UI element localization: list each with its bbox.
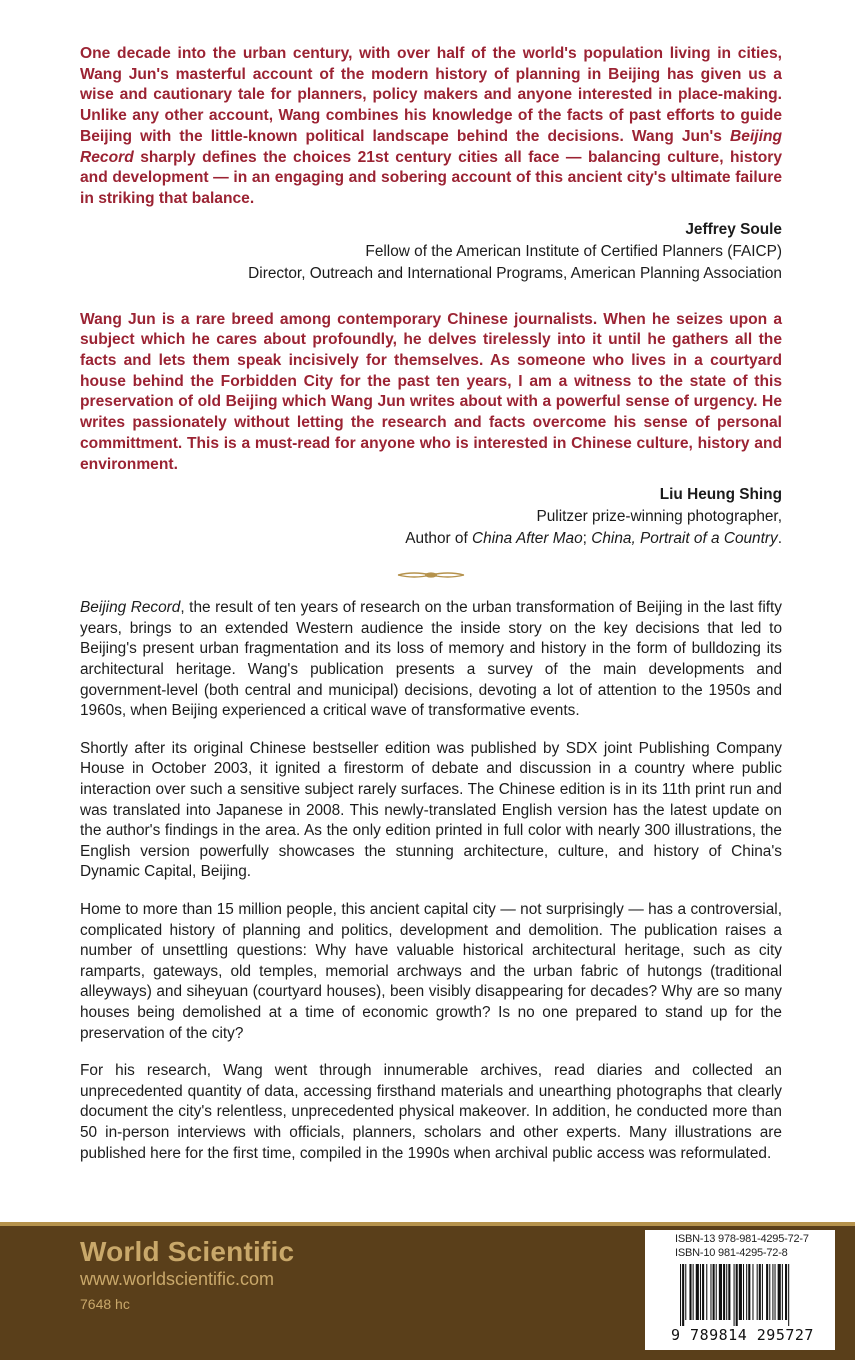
barcode-bar [710, 1264, 711, 1320]
barcode-bar [785, 1264, 787, 1320]
endorsement-attribution-2 [80, 484, 782, 550]
barcode-bar [759, 1264, 761, 1320]
barcode-bar [748, 1264, 750, 1320]
endorsement-attribution-1 [80, 219, 782, 285]
book-title-portrait: China, Portrait of a Country [591, 530, 778, 548]
barcode-bar [693, 1264, 694, 1320]
endorser-title-1b: Director, Outreach and International Programs, American Planning Association [248, 264, 782, 282]
barcode-bar [757, 1264, 758, 1320]
book-separator: ; [582, 530, 592, 548]
content-area [80, 44, 782, 1181]
barcode-bar [713, 1264, 715, 1320]
description-paragraph-4: For his research, Wang went through innumerable archives, read diaries and collected an unprecedented quantity of data, accessing firsthand materials and unearthing photographs that clearly document the city's relentless, unprecedented physical makeover. In addition, he conducted more than 50 in-person interviews with officials, planners, scholars and other experts. Many illustrations are published here for the first time, compiled in the 1990s when archival public access was reformulated. [80, 1062, 782, 1162]
description-paragraph-3: Home to more than 15 million people, this ancient capital city — not surprisingly — has a controversial, complicated history of planning and politics, development and demolition. The publication raises a number of unsettling questions: Why have valuable historical architectural heritage, such as city ramparts, gateways, old temples, memorial archways and the urban fabric of hutongs (traditional alleyways) and siheyuan (courtyard houses), been visibly disappearing for decades? Why are so many houses being demolished at a time of economic growth? Is no one prepared to stand up for the preservation of the city? [80, 900, 782, 1042]
publisher-website: www.worldscientific.com [80, 1269, 275, 1289]
barcode-panel [645, 1230, 835, 1350]
endorsement-quote-2: Wang Jun is a rare breed among contemporary Chinese journalists. When he seizes upon a subject which he cares about profoundly, he delves tirelessly into it until he gathers all the facts and lets them speak incisively for themselves. As someone who lives in a courtyard house behind the Forbidden City for the past ten years, I am a witness to the state of this preservation of old Beijing which Wang Jun writes about with a powerful sense of urgency. He writes passionately without letting the research and facts overcome his sense of personal committment. This is a must-read for anyone who is interested in Chinese culture, history and environment. [80, 310, 782, 473]
barcode-bar [719, 1264, 722, 1320]
author-of-prefix: Author of [405, 530, 473, 548]
barcode-bar [726, 1264, 727, 1320]
barcode-bar [752, 1264, 753, 1320]
publisher-name: World Scientific [80, 1236, 295, 1267]
barcode-bar [746, 1264, 747, 1320]
description-book-title: Beijing Record [80, 599, 181, 617]
description-p1-text: , the result of ten years of research on the urban transformation of Beijing in the last fifty years, brings to an extended Western audience the inside story on the key decisions that led to Beijing's present urban fragmentation and its loss of memory and history in the form of bulldozing its architectural heritage. Wang's publication presents a survey of the main developments and government-level (both central and municipal) decisions, devoting a lot of attention to the 1950s and 1960s, when Beijing experienced a critical wave of transformative events. [80, 599, 782, 720]
quote-1-book-title: Beijing Record [80, 127, 782, 166]
barcode-bar [706, 1264, 707, 1320]
barcode-bar [739, 1264, 742, 1320]
barcode-bar [778, 1264, 781, 1320]
catalog-code: 7648 hc [80, 1296, 130, 1312]
isbn-13: ISBN-13 978-981-4295-72-7 [675, 1233, 809, 1245]
barcode-bar [766, 1264, 768, 1320]
book-title-china-after-mao: China After Mao [472, 530, 583, 548]
description-paragraph-2: Shortly after its original Chinese bestseller edition was published by SDX joint Publishing Company House in October 2003, it ignited a firestorm of debate and discussion in a country where public interaction over such a sensitive subject rarely surfaces. The Chinese edition is in its 11th print run and was translated into Japanese in 2008. This newly-translated English version has the latest update on the author's findings in the area. As the only edition printed in full color with nearly 300 illustrations, the English version powerfully showcases the stunning architecture, culture, and history of China's Dynamic Capital, Beijing. [80, 739, 782, 881]
barcode-icon [678, 1264, 828, 1326]
quote-1-text-b: sharply defines the choices 21st century cities all face — balancing culture, history and development — in an engaging and sobering account of this ancient city's ultimate failure in striking that balance. [80, 148, 782, 207]
quote-1-text-a: One decade into the urban century, with over half of the world's population living in cities, Wang Jun's masterful account of the modern history of planning in Beijing has given us a wise and cautionary tale for planners, policy makers and anyone interested in place-making. Unlike any other account, Wang combines his knowledge of the facts of past efforts to guide Beijing with the little-known political landscape behind the decisions. Wang Jun's [80, 45, 782, 145]
barcode-bar [734, 1264, 735, 1326]
endorser-title-2a: Pulitzer prize-winning photographer, [536, 508, 782, 526]
endorser-name-2: Liu Heung Shing [659, 486, 782, 504]
endorser-title-2b [80, 528, 782, 550]
barcode-bar [728, 1264, 730, 1320]
line-suffix: . [777, 530, 782, 548]
barcode-bar [702, 1264, 704, 1320]
endorser-title-1a: Fellow of the American Institute of Certified Planners (FAICP) [365, 242, 782, 260]
barcode-bar [769, 1264, 770, 1320]
barcode-number: 9 789814 295727 [671, 1326, 814, 1344]
barcode-bar [682, 1264, 684, 1326]
barcode-bar [689, 1264, 691, 1320]
barcode-bar [680, 1264, 681, 1326]
ornament-divider-icon [396, 570, 466, 580]
endorser-name-1: Jeffrey Soule [685, 220, 782, 238]
barcode-bar [723, 1264, 725, 1320]
description-paragraph-1 [80, 598, 782, 722]
barcode-bar [736, 1264, 738, 1326]
barcode-bar [775, 1264, 776, 1320]
barcode-bar [700, 1264, 701, 1320]
barcode-bar [716, 1264, 717, 1320]
barcode-bar [782, 1264, 783, 1320]
endorsement-quote-1 [80, 44, 782, 210]
barcode-bar [762, 1264, 763, 1320]
barcode-bar [743, 1264, 744, 1320]
footer-divider [0, 1222, 855, 1226]
barcode-bar [696, 1264, 699, 1320]
publisher-footer [0, 1222, 855, 1360]
barcode-bar [685, 1264, 686, 1320]
barcode-bar [788, 1264, 789, 1326]
isbn-10: ISBN-10 981-4295-72-8 [675, 1247, 788, 1259]
barcode-bar [772, 1264, 773, 1320]
